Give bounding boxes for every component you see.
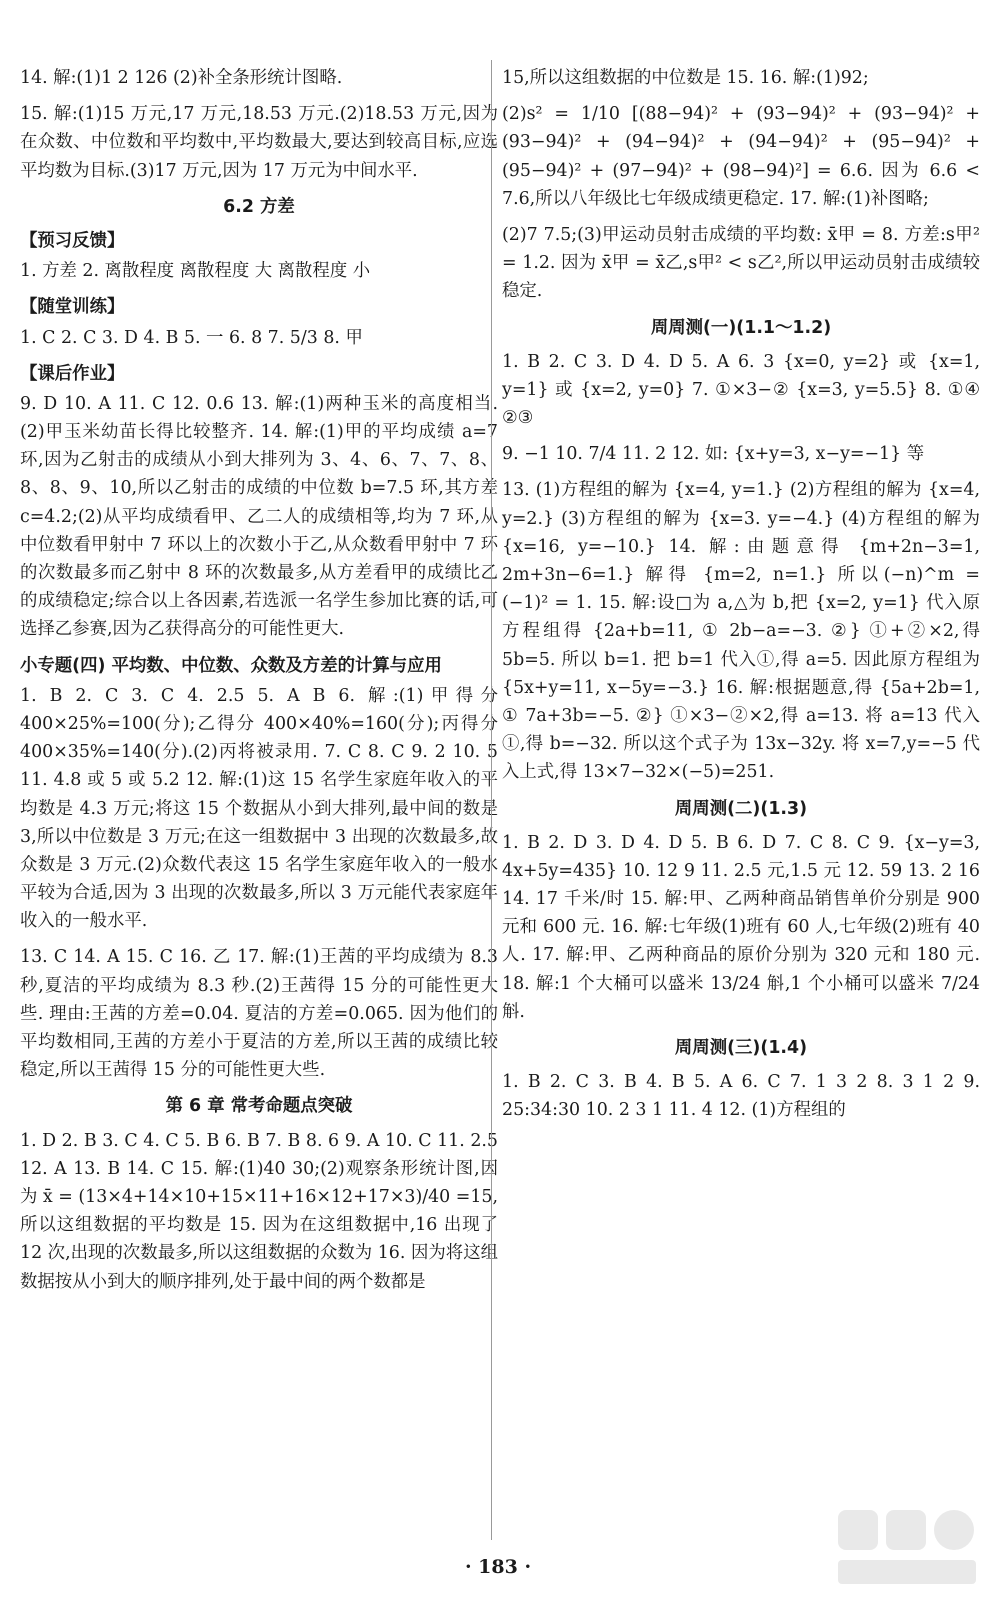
answer-block: 13. (1)方程组的解为 {x=4, y=1.} (2)方程组的解为 {x=4, y=2.} (3)方程组的解为 {x=3. y=−4.} (4)方程组的解为 {x=16, y=−10.} 14. 解:由题意得 {m+2n−3=1, 2m+3n−6=1.} 解得 {m=2, n=1.} 所以(−n)^m = (−1)² = 1. 15. 解:设□为 a,△为 b,把 {x=2, y=1} 代入原方程组得 {2a+b=11, ① 2b−a=−3. ②} ①+②×2,得 5b=5. 所以 b=1. 把 b=1 代入①,得 a=5. 因此原方程组为 {5x+y=11, x−5y=−3.} 16. 解:根据题意,得 {5a+2b=1, ① 7a+3b=−5. ②} ①×3−②×2,得 a=13. 将 a=13 代入①,得 b=−32. 所以这个式子为 13x−32y. 将 x=7,y=−5 代入上式,得 13×7−32×(−5)=251. bbox=[502, 480, 980, 783]
answer-block: 15,所以这组数据的中位数是 15. 16. 解:(1)92; bbox=[502, 68, 869, 88]
answer-block: 1. B 2. C 3. C 4. 2.5 5. A B 6. 解:(1)甲得分 400×25%=100(分);乙得分 400×40%=160(分);丙得分 400×35%=140(分).(2)丙将被录用. 7. C 8. C 9. 2 10. 5 11. 4.8 或 5 或 5.2 12. 解:(1)这 15 名学生家庭年收入的平均数是 4.3 万元;将这 15 个数据从小到大排列,最中间的数是 3,所以中位数是 3 万元;在这一组数据中 3 出现的次数最多,故众数是 3 万元.(2)众数代表这 15 名学生家庭年收入的一般水平较为合适,因为 3 出现的次数最多,所以 3 万元能代表家庭年收入的一般水平. bbox=[20, 685, 498, 932]
section-heading: 【随堂训练】 bbox=[20, 297, 125, 318]
answer-block: 1. C 2. C 3. D 4. B 5. 一 6. 8 7. 5/3 8. 甲 bbox=[20, 327, 363, 348]
column-divider bbox=[491, 60, 492, 1540]
answer-block: 14. 解:(1)1 2 126 (2)补全条形统计图略. bbox=[20, 68, 343, 88]
section-heading: 【课后作业】 bbox=[20, 363, 125, 384]
answer-block: 15. 解:(1)15 万元,17 万元,18.53 万元.(2)18.53 万元,因为在众数、中位数和平均数中,平均数最大,要达到较高目标,应选平均数为目标.(3)17 万元,因为 17 万元为中间水平. bbox=[20, 104, 498, 181]
watermark-logo bbox=[832, 1504, 982, 1590]
answer-block: 9. −1 10. 7/4 11. 2 12. 如: {x+y=3, x−y=−1} 等 bbox=[502, 444, 925, 465]
section-heading: 小专题(四) 平均数、中位数、众数及方差的计算与应用 bbox=[20, 655, 442, 676]
answer-block: 1. 方差 2. 离散程度 离散程度 大 离散程度 小 bbox=[20, 261, 371, 282]
section-title: 周周测(三)(1.4) bbox=[674, 1038, 808, 1058]
right-column bbox=[502, 64, 980, 1133]
answer-block: 1. D 2. B 3. C 4. C 5. B 6. B 7. B 8. 6 9. A 10. C 11. 2.5 12. A 13. B 14. C 15. 解:(1)40 30;(2)观察条形统计图,因为 x̄ = (13×4+14×10+15×11+16×12+17×3)/40 =15,所以这组数据的平均数是 15. 因为在这组数据中,16 出现了 12 次,出现的次数最多,所以这组数据的众数为 16. 因为将这组数据按从小到大的顺序排列,处于最中间的两个数都是 bbox=[20, 1130, 498, 1292]
answer-block: 1. B 2. C 3. B 4. B 5. A 6. C 7. 1 3 2 8. 3 1 2 9. 25:34:30 10. 2 3 1 11. 4 12. (1)方程组的 bbox=[502, 1072, 980, 1121]
page-number: · 183 · bbox=[464, 1556, 532, 1578]
section-title: 周周测(二)(1.3) bbox=[674, 798, 808, 819]
answer-block: 9. D 10. A 11. C 12. 0.6 13. 解:(1)两种玉米的高度相当.(2)甲玉米幼苗长得比较整齐. 14. 解:(1)甲的平均成绩 a=7 环,因为乙射击的成绩从小到大排列为 3、4、6、7、7、8、8、8、9、10,所以乙射击的成绩的中位数 b=7.5 环,其方差 c=4.2;(2)从平均成绩看甲、乙二人的成绩相等,均为 7 环,从中位数看甲射中 7 环以上的次数小于乙,从众数看甲射中 7 环的次数最多而乙射中 8 环的次数最多,从方差看甲的成绩比乙的成绩稳定;综合以上各因素,若选派一名学生参加比赛的话,可选择乙参赛,因为乙获得高分的可能性更大. bbox=[20, 393, 498, 640]
answer-block: (2)7 7.5;(3)甲运动员射击成绩的平均数: x̄甲 = 8. 方差:s甲² = 1.2. 因为 x̄甲 = x̄乙,s甲² < s乙²,所以甲运动员射击成绩较稳定. bbox=[502, 224, 980, 302]
section-title: 第 6 章 常考命题点突破 bbox=[165, 1096, 353, 1117]
left-column bbox=[20, 64, 498, 1304]
section-title: 周周测(一)(1.1～1.2) bbox=[650, 317, 832, 338]
answer-block: 13. C 14. A 15. C 16. 乙 17. 解:(1)王茜的平均成绩为 8.3 秒,夏洁的平均成绩为 8.3 秒.(2)王茜得 15 分的可能性更大些. 理由:王茜的方差=0.04. 夏洁的方差=0.065. 因为他们的平均数相同,王茜的方差小于夏洁的方差,所以王茜的成绩比较稳定,所以王茜得 15 分的可能性更大些. bbox=[20, 947, 498, 1081]
answer-block: 1. B 2. C 3. D 4. D 5. A 6. 3 {x=0, y=2} 或 {x=1, y=1} 或 {x=2, y=0} 7. ①×3−② {x=3, y=5.5} 8. ①④ ②③ bbox=[502, 351, 980, 429]
answer-block: (2)s² = 1/10 [(88−94)² + (93−94)² + (93−94)² + (93−94)² + (94−94)² + (94−94)² + (95−94)² + (95−94)² + (97−94)² + (98−94)²] = 6.6. 因为 6.6 < 7.6,所以八年级比七年级成绩更稳定. 17. 解:(1)补图略; bbox=[502, 104, 980, 209]
answer-block: 1. B 2. D 3. D 4. D 5. B 6. D 7. C 8. C 9. {x−y=3, 4x+5y=435} 10. 12 9 11. 2.5 元,1.5 元 12. 59 13. 2 16 14. 17 千米/时 15. 解:甲、乙两种商品销售单价分别是 900 元和 600 元. 16. 解:七年级(1)班有 60 人,七年级(2)班有 40 人. 17. 解:甲、乙两种商品的原价分别为 320 元和 180 元. 18. 解:1 个大桶可以盛米 13/24 斛,1 个小桶可以盛米 7/24 斛. bbox=[502, 832, 980, 1022]
section-heading: 【预习反馈】 bbox=[20, 230, 125, 251]
section-title: 6.2 方差 bbox=[223, 196, 295, 217]
